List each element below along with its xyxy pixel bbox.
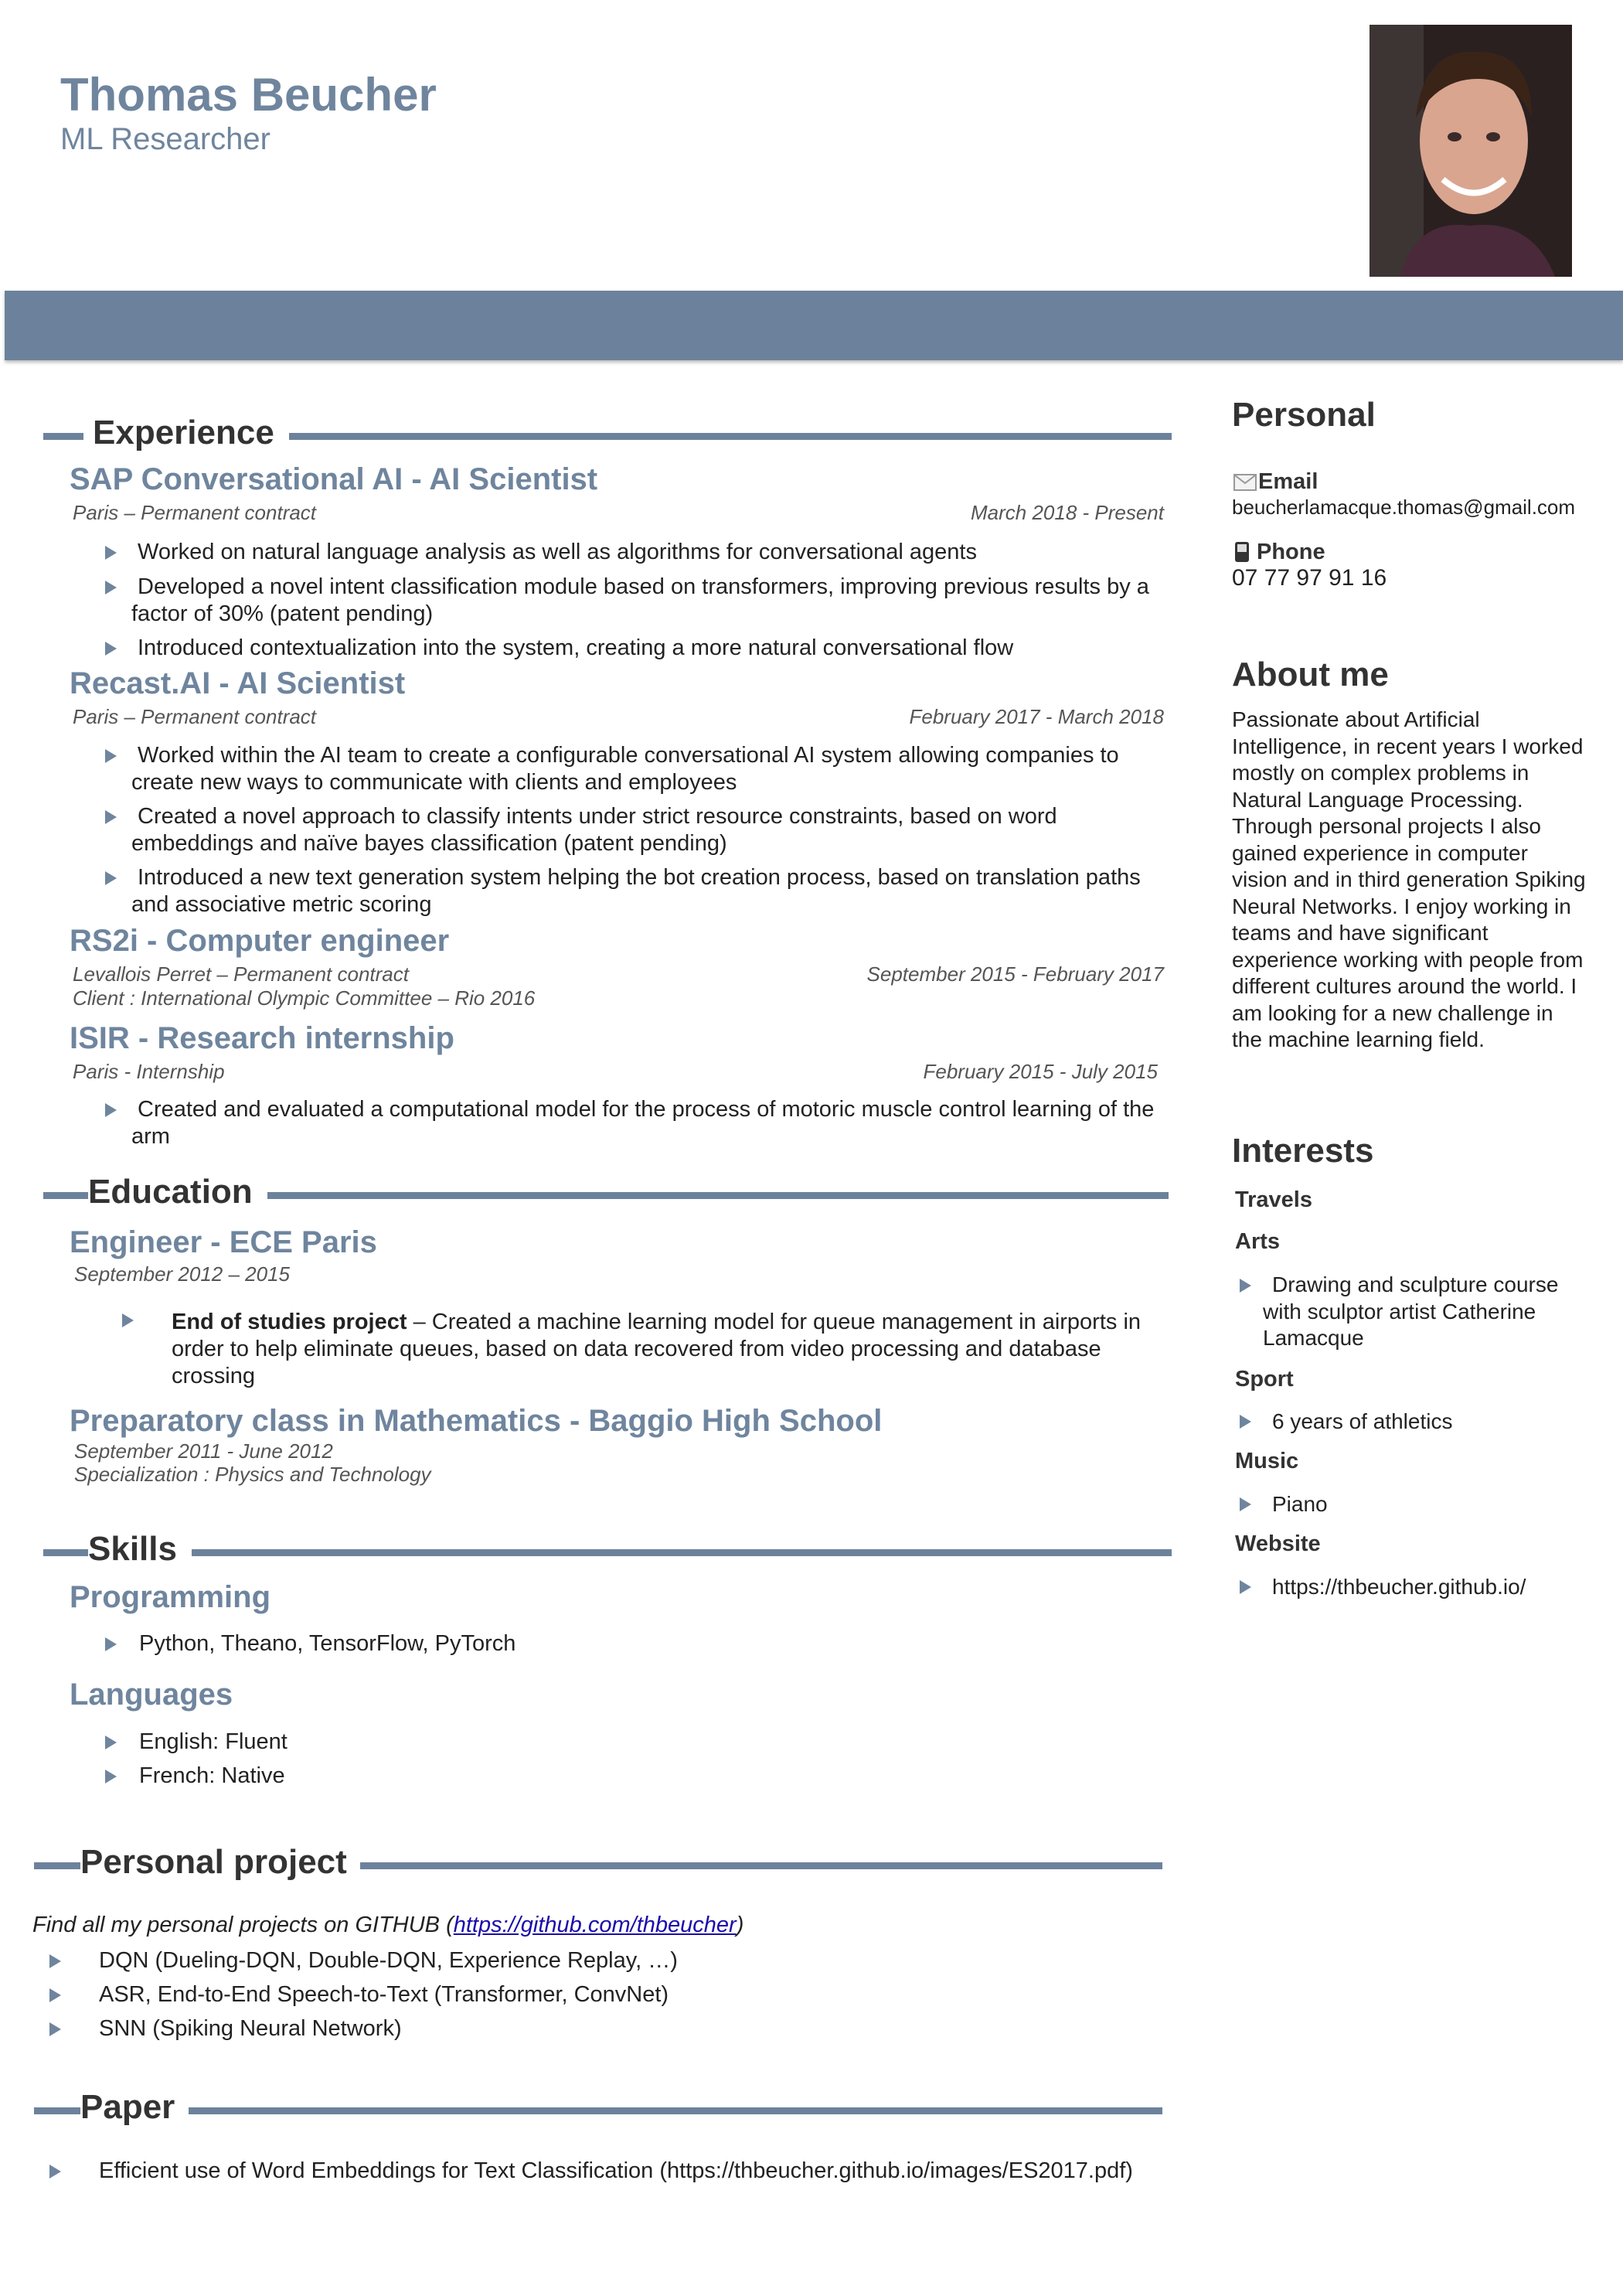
list-item: ASR, End-to-End Speech-to-Text (Transformer, ConvNet) xyxy=(49,1981,1131,2008)
list-item: DQN (Dueling-DQN, Double-DQN, Experience Replay, …) xyxy=(49,1947,1131,1974)
job-title: SAP Conversational AI - AI Scientist xyxy=(70,462,598,496)
list-item: Created a novel approach to classify intents under strict resource constraints, based on word embeddings and naïve bayes classification (patent pending) xyxy=(105,803,1172,857)
skill-group-title: Programming xyxy=(70,1580,271,1614)
list-item: Worked on natural language analysis as well as algorithms for conversational agents xyxy=(105,539,1172,566)
job-date: February 2017 - March 2018 xyxy=(909,705,1164,728)
bullet-arrow-icon xyxy=(105,581,117,594)
section-personal-project xyxy=(34,1841,1162,1884)
bullet-arrow-icon xyxy=(105,1103,117,1117)
section-rule xyxy=(360,1862,1162,1869)
section-experience xyxy=(43,411,1172,455)
job-place: Levallois Perret – Permanent contract xyxy=(73,962,409,986)
list-item: English: Fluent xyxy=(105,1729,1110,1756)
interest-travels: Travels xyxy=(1235,1187,1312,1212)
interests-heading: Interests xyxy=(1232,1132,1374,1170)
education-date: September 2011 - June 2012 xyxy=(74,1439,333,1463)
job-date: February 2015 - July 2015 xyxy=(923,1060,1158,1083)
interest-website: Website xyxy=(1235,1531,1321,1556)
section-rule xyxy=(289,433,1172,440)
interest-sport: Sport xyxy=(1235,1367,1294,1392)
job-place: Paris - Internship xyxy=(73,1060,225,1083)
list-item: SNN (Spiking Neural Network) xyxy=(49,2015,1131,2042)
phone-icon xyxy=(1235,542,1249,562)
education-date: September 2012 – 2015 xyxy=(74,1262,290,1286)
section-rule xyxy=(189,2107,1162,2114)
list-item: 6 years of athletics xyxy=(1240,1408,1572,1435)
email-value[interactable]: beucherlamacque.thomas@gmail.com xyxy=(1232,496,1576,519)
bullet-arrow-icon xyxy=(1240,1415,1251,1429)
job-title: RS2i - Computer engineer xyxy=(70,924,450,958)
portrait-image xyxy=(1370,25,1572,277)
section-skills xyxy=(43,1528,1172,1571)
bullet-arrow-icon xyxy=(105,642,117,656)
bullet-arrow-icon xyxy=(49,1988,61,2002)
bullet-arrow-icon xyxy=(105,546,117,560)
section-title: Paper xyxy=(80,2088,175,2126)
interest-arts: Arts xyxy=(1235,1229,1281,1254)
section-title: Skills xyxy=(88,1530,177,1568)
job-date: March 2018 - Present xyxy=(970,501,1164,524)
list-item xyxy=(1240,1573,1572,1600)
project-intro: Find all my personal projects on GITHUB (https://github.com/thbeucher) xyxy=(32,1913,744,1937)
section-title: Education xyxy=(88,1173,253,1211)
bullet-arrow-icon xyxy=(122,1313,134,1327)
job-place: Paris – Permanent contract xyxy=(73,705,317,728)
section-title: Personal project xyxy=(80,1843,347,1881)
email-label: Email xyxy=(1233,469,1318,495)
bullet-arrow-icon xyxy=(105,749,117,763)
list-item: Efficient use of Word Embeddings for Text Classification (https://thbeucher.github.io/images/ES2017.pdf) xyxy=(49,2158,1209,2185)
bullet-arrow-icon xyxy=(105,1637,117,1651)
candidate-name: Thomas Beucher xyxy=(60,69,437,121)
phone-value[interactable]: 07 77 97 91 16 xyxy=(1232,565,1387,591)
bullet-arrow-icon xyxy=(105,871,117,885)
bullet-arrow-icon xyxy=(105,810,117,824)
header-band xyxy=(5,291,1623,360)
phone-label: Phone xyxy=(1235,539,1325,565)
list-item: Created and evaluated a computational model for the process of motoric muscle control learning of the arm xyxy=(105,1096,1172,1150)
personal-heading: Personal xyxy=(1232,396,1376,434)
project-text: – Created a machine learning model for queue management in airports in order to help eliminate queues, based on data recovered from video processing and database crossing xyxy=(172,1310,1142,1388)
website-link[interactable]: https://thbeucher.github.io/ xyxy=(1272,1575,1526,1599)
bullet-arrow-icon xyxy=(49,1954,61,1968)
list-item: Introduced contextualization into the system, creating a more natural conversational flow xyxy=(105,635,1172,662)
bullet-arrow-icon xyxy=(1240,1279,1251,1293)
list-item: Piano xyxy=(1240,1490,1572,1518)
job-place: Paris – Permanent contract xyxy=(73,501,317,524)
section-rule xyxy=(267,1192,1169,1199)
section-rule xyxy=(43,433,83,440)
bullet-arrow-icon xyxy=(1240,1580,1251,1594)
about-text: Passionate about Artificial Intelligence, in recent years I worked mostly on complex problems in Natural Language Processing. Through personal projects I also gained experience in computer vision and in third generation Spiking Neural Networks. I enjoy working in teams and have significant experience working with people from different cultures around the world. I am looking for a new challenge in the machine learning field. xyxy=(1232,707,1586,1051)
list-item: Worked within the AI team to create a configurable conversational AI system allowing companies to create new ways to communicate with clients and employees xyxy=(105,742,1172,796)
bullet-arrow-icon xyxy=(1240,1497,1251,1511)
envelope-icon xyxy=(1233,474,1257,491)
job-client: Client : International Olympic Committee – Rio 2016 xyxy=(73,986,536,1010)
education-specialization: Specialization : Physics and Technology xyxy=(74,1463,431,1486)
education-title: Preparatory class in Mathematics - Baggio High School xyxy=(70,1404,883,1438)
section-education xyxy=(43,1170,1169,1214)
section-paper xyxy=(34,2086,1162,2129)
github-link[interactable]: https://github.com/thbeucher xyxy=(453,1913,737,1937)
section-title: Experience xyxy=(93,414,274,451)
list-item xyxy=(122,1309,1181,1390)
bullet-arrow-icon xyxy=(49,2022,61,2036)
education-title: Engineer - ECE Paris xyxy=(70,1225,377,1259)
project-label: End of studies project xyxy=(172,1310,407,1334)
skill-group-title: Languages xyxy=(70,1678,233,1712)
about-heading: About me xyxy=(1232,656,1389,693)
list-item: Developed a novel intent classification module based on transformers, improving previous results by a factor of 30% (patent pending) xyxy=(105,574,1172,628)
section-rule xyxy=(43,1192,88,1199)
list-item: French: Native xyxy=(105,1763,1110,1790)
section-rule xyxy=(192,1549,1172,1556)
section-rule xyxy=(34,1862,80,1869)
job-date: September 2015 - February 2017 xyxy=(866,962,1164,986)
section-rule xyxy=(43,1549,88,1556)
list-item: Introduced a new text generation system helping the bot creation process, based on translation paths and associative metric scoring xyxy=(105,864,1172,918)
bullet-arrow-icon xyxy=(105,1736,117,1749)
list-item: Python, Theano, TensorFlow, PyTorch xyxy=(105,1630,1110,1657)
profile-photo xyxy=(1370,25,1572,277)
list-item: Drawing and sculpture course with sculptor artist Catherine Lamacque xyxy=(1240,1272,1572,1352)
bullet-arrow-icon xyxy=(49,2165,61,2178)
job-title: ISIR - Research internship xyxy=(70,1021,454,1055)
section-rule xyxy=(34,2107,80,2114)
bullet-arrow-icon xyxy=(105,1770,117,1783)
interest-music: Music xyxy=(1235,1449,1299,1473)
candidate-role: ML Researcher xyxy=(60,122,270,156)
job-title: Recast.AI - AI Scientist xyxy=(70,666,406,700)
